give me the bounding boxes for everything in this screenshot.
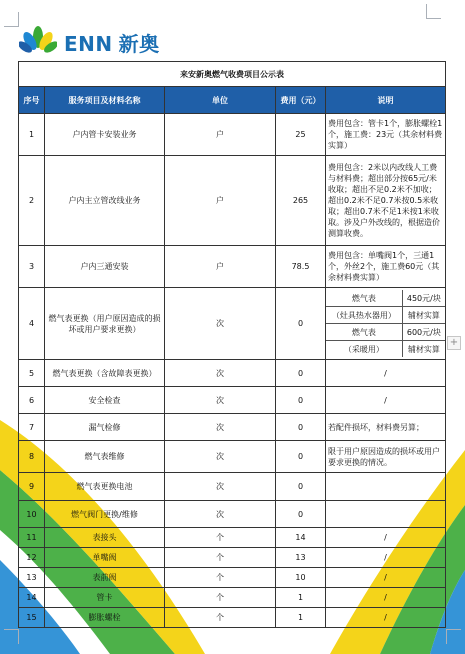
cell-seq: 12 — [19, 548, 45, 568]
table-row — [19, 414, 446, 441]
table-row — [19, 387, 446, 414]
cell-desc: / — [326, 568, 446, 588]
cell-seq: 11 — [19, 528, 45, 548]
sub-price: 辅材实算 — [402, 307, 445, 324]
cell-item: 膨胀螺栓 — [45, 608, 165, 628]
cell-item: 户内三通安装 — [45, 246, 165, 288]
cell-seq: 2 — [19, 156, 45, 246]
page-header — [0, 0, 465, 56]
table-row — [19, 568, 446, 588]
table-row — [19, 156, 446, 246]
cell-unit: 个 — [165, 528, 276, 548]
cell-item: 单嘴阀 — [45, 548, 165, 568]
cell-fee: 0 — [276, 441, 326, 473]
cell-seq: 13 — [19, 568, 45, 588]
fee-table — [18, 61, 446, 628]
header-item: 服务项目及材料名称 — [45, 87, 165, 114]
cell-seq: 3 — [19, 246, 45, 288]
sub-price: 辅材实算 — [402, 341, 445, 358]
sub-name: （采暖用） — [326, 341, 402, 358]
cell-unit: 次 — [165, 288, 276, 360]
cell-unit: 户 — [165, 114, 276, 156]
cell-fee: 78.5 — [276, 246, 326, 288]
cell-desc: / — [326, 588, 446, 608]
enn-logo-icon — [19, 24, 57, 56]
cell-unit: 次 — [165, 441, 276, 473]
cell-desc: 若配件损坏，材料费另算； — [326, 414, 446, 441]
sub-price: 600元/块 — [402, 324, 445, 341]
cell-fee: 0 — [276, 288, 326, 360]
cell-fee: 14 — [276, 528, 326, 548]
cell-unit: 个 — [165, 568, 276, 588]
table-header-row — [19, 87, 446, 114]
cell-item: 燃气表更换电池 — [45, 473, 165, 501]
cell-unit: 户 — [165, 156, 276, 246]
cell-desc: / — [326, 360, 446, 387]
table-title: 来安新奥燃气收费项目公示表 — [19, 62, 446, 87]
cell-desc: / — [326, 387, 446, 414]
table-row — [19, 246, 446, 288]
crop-mark-bottom-right — [446, 629, 461, 644]
cell-seq: 14 — [19, 588, 45, 608]
sub-price: 450元/块 — [402, 290, 445, 307]
cell-desc: / — [326, 548, 446, 568]
cell-unit: 户 — [165, 246, 276, 288]
table-row — [19, 608, 446, 628]
cell-desc: 费用包含：管卡1个，膨胀螺栓1个，施工费：23元（其余材料费实算） — [326, 114, 446, 156]
add-row-handle-icon[interactable]: + — [447, 336, 461, 350]
cell-fee: 265 — [276, 156, 326, 246]
cell-desc: / — [326, 528, 446, 548]
cell-desc-subtable — [326, 288, 446, 360]
cell-fee: 1 — [276, 588, 326, 608]
cell-unit: 个 — [165, 608, 276, 628]
table-row — [19, 360, 446, 387]
crop-mark-top-left — [4, 12, 19, 27]
cell-fee: 0 — [276, 414, 326, 441]
cell-seq: 4 — [19, 288, 45, 360]
cell-item: 安全检查 — [45, 387, 165, 414]
cell-fee: 0 — [276, 473, 326, 501]
header-fee: 费用（元） — [276, 87, 326, 114]
crop-mark-bottom-left — [4, 629, 19, 644]
cell-seq: 15 — [19, 608, 45, 628]
sub-name: 燃气表 — [326, 324, 402, 341]
cell-fee: 0 — [276, 501, 326, 528]
cell-desc: 费用包含：单嘴阀1个，三通1个，外丝2个，施工费60元（其余材料费实算） — [326, 246, 446, 288]
table-row — [19, 114, 446, 156]
cell-item: 表接头 — [45, 528, 165, 548]
cell-unit: 次 — [165, 360, 276, 387]
table-row — [19, 501, 446, 528]
cell-desc: 限于用户原因造成的损坏或用户要求更换的情况。 — [326, 441, 446, 473]
cell-unit: 个 — [165, 588, 276, 608]
cell-seq: 9 — [19, 473, 45, 501]
cell-unit: 次 — [165, 414, 276, 441]
cell-item: 户内管卡安装业务 — [45, 114, 165, 156]
table-row — [19, 473, 446, 501]
cell-item: 燃气阀门更换/维修 — [45, 501, 165, 528]
brand-name — [64, 28, 160, 57]
brand-name-en: ENN — [64, 32, 113, 56]
cell-item: 管卡 — [45, 588, 165, 608]
cell-fee: 0 — [276, 360, 326, 387]
cell-item: 燃气表更换（含故障表更换） — [45, 360, 165, 387]
cell-seq: 8 — [19, 441, 45, 473]
cell-item: 漏气检修 — [45, 414, 165, 441]
cell-seq: 1 — [19, 114, 45, 156]
cell-item: 户内主立管改线业务 — [45, 156, 165, 246]
cell-unit: 次 — [165, 387, 276, 414]
cell-unit: 个 — [165, 548, 276, 568]
crop-mark-top-right — [426, 4, 441, 19]
cell-seq: 7 — [19, 414, 45, 441]
cell-desc — [326, 473, 446, 501]
meter-price-subtable — [326, 290, 445, 357]
table-row — [19, 588, 446, 608]
table-row — [19, 441, 446, 473]
header-desc: 说明 — [326, 87, 446, 114]
table-row — [19, 528, 446, 548]
cell-seq: 10 — [19, 501, 45, 528]
cell-fee: 1 — [276, 608, 326, 628]
table-row — [19, 288, 446, 360]
cell-desc — [326, 501, 446, 528]
cell-item: 燃气表维修 — [45, 441, 165, 473]
cell-unit: 次 — [165, 501, 276, 528]
cell-item: 燃气表更换（用户原因造成的损坏或用户要求更换） — [45, 288, 165, 360]
table-row — [19, 548, 446, 568]
cell-seq: 5 — [19, 360, 45, 387]
sub-name: （灶具热水器用） — [326, 307, 402, 324]
cell-desc: / — [326, 608, 446, 628]
header-unit: 单位 — [165, 87, 276, 114]
cell-item: 表前阀 — [45, 568, 165, 588]
sub-name: 燃气表 — [326, 290, 402, 307]
cell-fee: 0 — [276, 387, 326, 414]
cell-unit: 次 — [165, 473, 276, 501]
header-seq: 序号 — [19, 87, 45, 114]
cell-desc: 费用包含：2米以内改线人工费与材料费；超出部分按65元/米收取；超出不足0.2米不加收；超出0.2米不足0.7米按0.5米收取；超出0.7米不足1米按1米收取。涉及户外改线的，根据造价测算收费。 — [326, 156, 446, 246]
cell-seq: 6 — [19, 387, 45, 414]
cell-fee: 10 — [276, 568, 326, 588]
cell-fee: 13 — [276, 548, 326, 568]
cell-fee: 25 — [276, 114, 326, 156]
brand-name-cn: 新奥 — [118, 32, 160, 56]
table-title-row — [19, 62, 446, 87]
